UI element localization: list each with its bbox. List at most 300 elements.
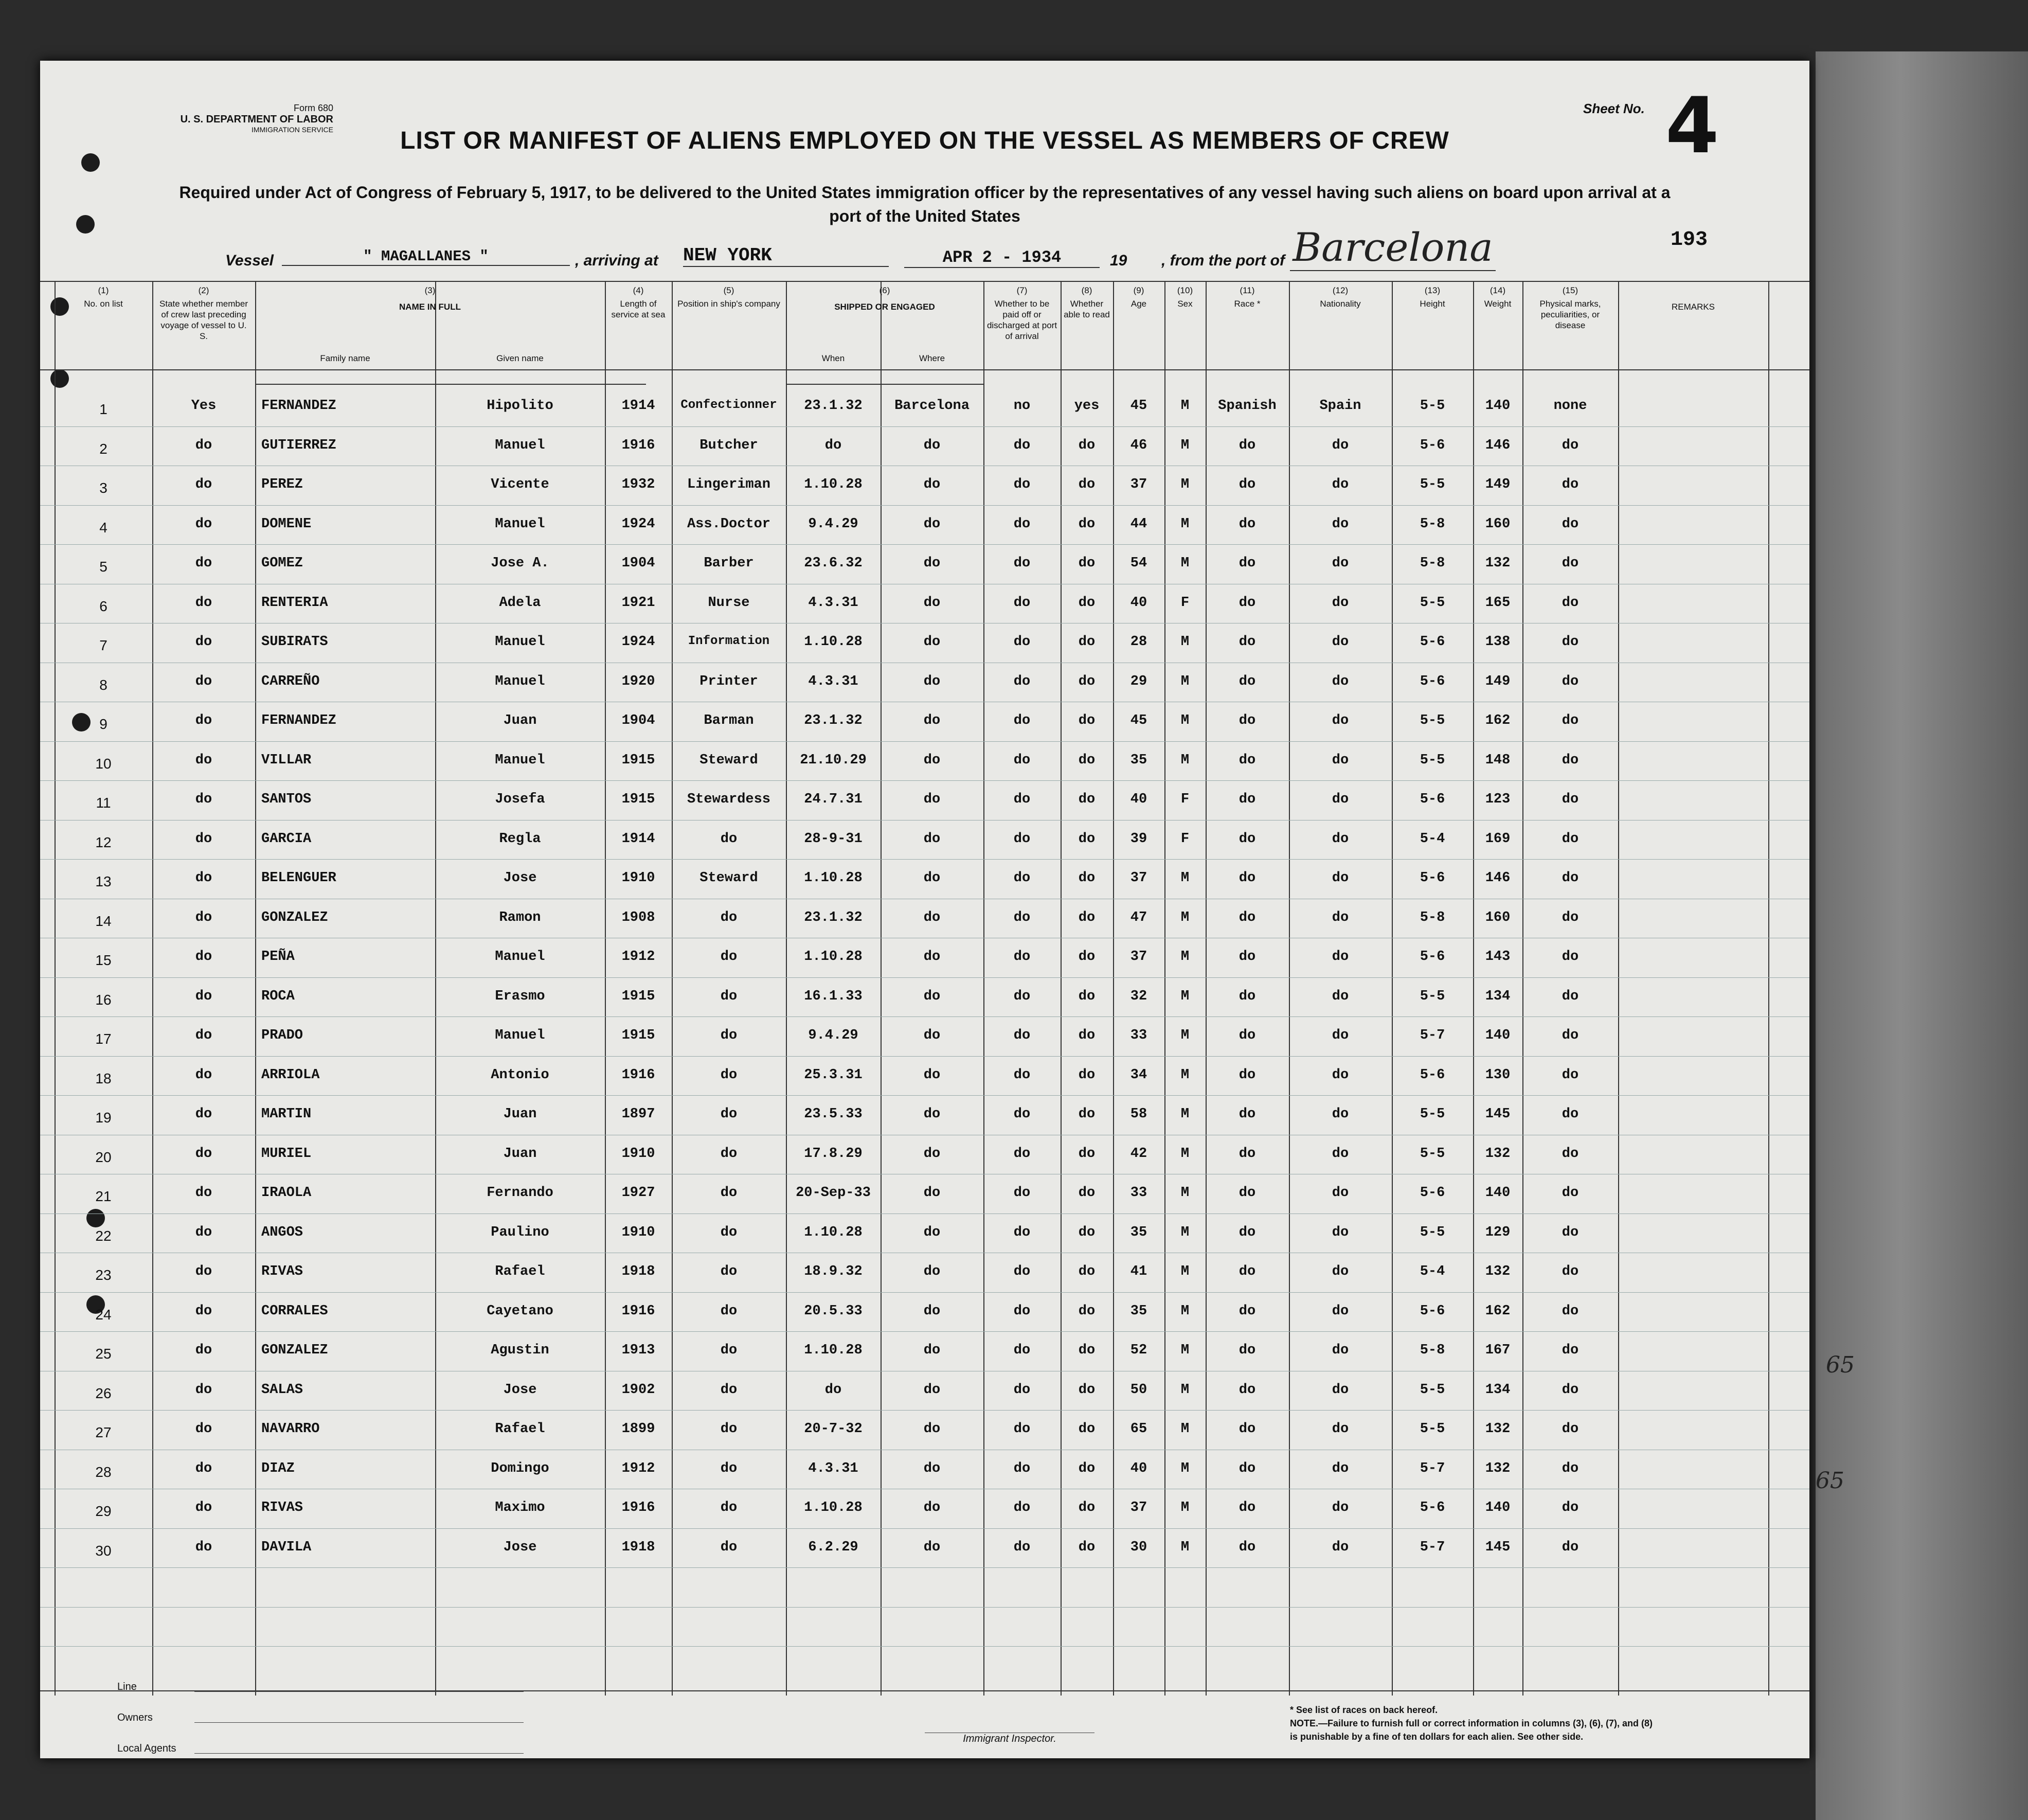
row-number: 14: [95, 913, 112, 929]
cell-family: DOMENE: [261, 516, 312, 532]
cell-position: do: [720, 1382, 738, 1398]
cell-service: 1927: [621, 1185, 655, 1201]
cell-service: 1897: [621, 1107, 655, 1122]
cell-where: do: [923, 477, 941, 492]
cell-given: Manuel: [495, 516, 545, 532]
cell-where: do: [923, 595, 941, 611]
cell-position: do: [720, 1107, 738, 1122]
column-header: Race *: [1234, 299, 1261, 309]
cell-race: do: [1239, 1224, 1256, 1240]
cell-given: Josefa: [495, 792, 545, 807]
row-rule: [40, 1292, 1809, 1293]
cell-prev: do: [195, 1264, 212, 1279]
cell-given: Paulino: [491, 1224, 549, 1240]
row-number: 13: [95, 873, 112, 889]
cell-given: Juan: [503, 1146, 537, 1162]
cell-family: ROCA: [261, 988, 295, 1004]
cell-marks: do: [1562, 988, 1579, 1004]
cell-paid: do: [1013, 1028, 1031, 1043]
cell-read: do: [1078, 1146, 1096, 1162]
cell-nat: do: [1332, 909, 1349, 925]
cell-family: PEÑA: [261, 949, 295, 965]
cell-sex: M: [1180, 437, 1190, 453]
cell-family: GUTIERREZ: [261, 437, 336, 453]
cell-nat: do: [1332, 1539, 1349, 1555]
cell-read: do: [1078, 673, 1096, 689]
cell-weight: 146: [1485, 870, 1511, 886]
cell-height: 5-4: [1420, 1264, 1445, 1279]
cell-when: 9.4.29: [808, 1028, 858, 1043]
cell-position: do: [720, 988, 738, 1004]
cell-family: DIAZ: [261, 1460, 295, 1476]
cell-read: yes: [1074, 398, 1100, 414]
footer-note: NOTE.—Failure to furnish full or correct information in columns (3), (6), (7), and (8): [1290, 1718, 1653, 1728]
cell-paid: do: [1013, 909, 1031, 925]
cell-nat: do: [1332, 1107, 1349, 1122]
cell-race: do: [1239, 1500, 1256, 1515]
cell-age: 28: [1130, 634, 1147, 650]
cell-height: 5-5: [1420, 752, 1445, 768]
cell-nat: do: [1332, 988, 1349, 1004]
cell-marks: do: [1562, 1146, 1579, 1162]
punch-hole: [81, 153, 100, 172]
column-header: Weight: [1484, 299, 1512, 309]
cell-sex: M: [1180, 1539, 1190, 1555]
cell-marks: do: [1562, 1185, 1579, 1201]
cell-race: do: [1239, 988, 1256, 1004]
cell-where: do: [923, 1382, 941, 1398]
row-rule: [40, 1567, 1809, 1568]
cell-read: do: [1078, 477, 1096, 492]
page-title: LIST OR MANIFEST OF ALIENS EMPLOYED ON THE VESSEL AS MEMBERS OF CREW: [400, 127, 1449, 154]
cell-paid: do: [1013, 752, 1031, 768]
cell-height: 5-5: [1420, 1421, 1445, 1437]
cell-family: VILLAR: [261, 752, 312, 768]
cell-given: Erasmo: [495, 988, 545, 1004]
cell-sex: M: [1180, 1382, 1190, 1398]
cell-position: do: [720, 1343, 738, 1358]
column-number: (15): [1562, 286, 1578, 295]
cell-race: do: [1239, 1303, 1256, 1319]
cell-position: do: [720, 1500, 738, 1515]
cell-position: do: [720, 909, 738, 925]
cell-prev: do: [195, 1460, 212, 1476]
row-number: 18: [95, 1070, 112, 1086]
cell-read: do: [1078, 752, 1096, 768]
cell-prev: do: [195, 1107, 212, 1122]
cell-family: RIVAS: [261, 1264, 303, 1279]
cell-where: do: [923, 437, 941, 453]
cell-marks: do: [1562, 713, 1579, 728]
cell-when: 1.10.28: [804, 477, 863, 492]
cell-paid: do: [1013, 1264, 1031, 1279]
cell-paid: do: [1013, 437, 1031, 453]
cell-read: do: [1078, 831, 1096, 847]
column-number: (1): [98, 286, 109, 295]
cell-paid: do: [1013, 673, 1031, 689]
cell-when: 6.2.29: [808, 1539, 858, 1555]
cell-sex: M: [1180, 477, 1190, 492]
column-header: SHIPPED OR ENGAGED: [834, 302, 935, 312]
row-number: 2: [99, 440, 107, 457]
cell-read: do: [1078, 1303, 1096, 1319]
from-port-label: , from the port of: [1161, 252, 1285, 269]
cell-where: do: [923, 792, 941, 807]
cell-age: 37: [1130, 949, 1147, 965]
column-number: (8): [1081, 286, 1092, 295]
cell-nat: do: [1332, 1343, 1349, 1358]
cell-height: 5-5: [1420, 1146, 1445, 1162]
cell-height: 5-5: [1420, 398, 1445, 414]
cell-paid: do: [1013, 634, 1031, 650]
cell-where: do: [923, 909, 941, 925]
cell-when: 28-9-31: [804, 831, 863, 847]
cell-prev: do: [195, 634, 212, 650]
row-rule: [40, 1410, 1809, 1411]
cell-service: 1915: [621, 752, 655, 768]
signature-line: [194, 1753, 524, 1754]
cell-service: 1918: [621, 1539, 655, 1555]
cell-marks: do: [1562, 1067, 1579, 1083]
column-header: Whether able to read: [1064, 299, 1110, 319]
column-header: Height: [1420, 299, 1445, 309]
cell-when: 17.8.29: [804, 1146, 863, 1162]
cell-weight: 132: [1485, 1264, 1511, 1279]
column-header: Physical marks, peculiarities, or disease: [1539, 299, 1601, 330]
cell-age: 47: [1130, 909, 1147, 925]
row-number: 23: [95, 1267, 112, 1283]
signature-line: [194, 1691, 524, 1692]
cell-weight: 162: [1485, 1303, 1511, 1319]
cell-race: do: [1239, 516, 1256, 532]
cell-given: Fernando: [487, 1185, 553, 1201]
cell-marks: do: [1562, 595, 1579, 611]
cell-race: do: [1239, 477, 1256, 492]
cell-given: Jose: [503, 1539, 537, 1555]
cell-when: 1.10.28: [804, 870, 863, 886]
cell-given: Maximo: [495, 1500, 545, 1515]
cell-where: do: [923, 988, 941, 1004]
cell-race: do: [1239, 1146, 1256, 1162]
cell-family: MURIEL: [261, 1146, 312, 1162]
cell-height: 5-8: [1420, 909, 1445, 925]
footer-note: * See list of races on back hereof.: [1290, 1705, 1438, 1715]
column-number: (12): [1332, 286, 1349, 295]
cell-position: Barber: [704, 556, 754, 571]
cell-height: 5-6: [1420, 1185, 1445, 1201]
cell-prev: do: [195, 988, 212, 1004]
cell-paid: do: [1013, 1382, 1031, 1398]
cell-where: do: [923, 556, 941, 571]
cell-sex: M: [1180, 1264, 1190, 1279]
cell-position: Steward: [699, 752, 758, 768]
cell-sex: F: [1180, 792, 1190, 807]
cell-race: do: [1239, 1343, 1256, 1358]
cell-prev: do: [195, 1303, 212, 1319]
cell-nat: do: [1332, 1067, 1349, 1083]
row-number: 15: [95, 952, 112, 968]
cell-service: 1904: [621, 556, 655, 571]
row-rule: [40, 505, 1809, 506]
cell-read: do: [1078, 1185, 1096, 1201]
cell-marks: do: [1562, 792, 1579, 807]
cell-family: SALAS: [261, 1382, 303, 1398]
cell-weight: 145: [1485, 1539, 1511, 1555]
cell-position: do: [720, 1264, 738, 1279]
column-header: State whether member of crew last preceding voyage of vessel to U. S.: [159, 299, 248, 341]
cell-nat: do: [1332, 1382, 1349, 1398]
cell-race: do: [1239, 556, 1256, 571]
cell-family: RIVAS: [261, 1500, 303, 1515]
cell-read: do: [1078, 1028, 1096, 1043]
cell-weight: 132: [1485, 1146, 1511, 1162]
cell-service: 1915: [621, 1028, 655, 1043]
cell-where: do: [923, 831, 941, 847]
requirement-text: Required under Act of Congress of February 5, 1917, to be delivered to the United States immigration officer by the representatives of any vessel having such aliens on board upon arrival at a: [179, 183, 1671, 202]
row-rule: [40, 741, 1809, 742]
cell-weight: 148: [1485, 752, 1511, 768]
cell-sex: M: [1180, 870, 1190, 886]
cell-position: Stewardess: [687, 792, 771, 807]
cell-where: do: [923, 713, 941, 728]
row-number: 29: [95, 1503, 112, 1519]
cell-nat: do: [1332, 477, 1349, 492]
cell-prev: do: [195, 1224, 212, 1240]
year-label: 19: [1110, 252, 1127, 269]
cell-given: Jose A.: [491, 556, 549, 571]
cell-age: 40: [1130, 595, 1147, 611]
cell-age: 46: [1130, 437, 1147, 453]
cell-when: 21.10.29: [800, 752, 867, 768]
cell-paid: do: [1013, 556, 1031, 571]
cell-marks: do: [1562, 1107, 1579, 1122]
cell-nat: do: [1332, 792, 1349, 807]
column-number: (6): [879, 286, 890, 295]
cell-sex: M: [1180, 673, 1190, 689]
cell-given: Regla: [499, 831, 541, 847]
cell-weight: 165: [1485, 595, 1511, 611]
cell-marks: do: [1562, 516, 1579, 532]
cell-position: Printer: [699, 673, 758, 689]
cell-given: Manuel: [495, 752, 545, 768]
cell-prev: Yes: [191, 398, 217, 414]
cell-prev: do: [195, 1343, 212, 1358]
cell-height: 5-7: [1420, 1539, 1445, 1555]
cell-prev: do: [195, 437, 212, 453]
cell-where: Barcelona: [894, 398, 970, 414]
subheader-where: Where: [919, 353, 945, 363]
cell-family: PRADO: [261, 1028, 303, 1043]
cell-service: 1916: [621, 1303, 655, 1319]
cell-read: do: [1078, 516, 1096, 532]
row-number: 1: [99, 401, 107, 417]
cell-service: 1904: [621, 713, 655, 728]
cell-service: 1910: [621, 1224, 655, 1240]
cell-given: Manuel: [495, 673, 545, 689]
cell-paid: do: [1013, 713, 1031, 728]
cell-race: do: [1239, 595, 1256, 611]
subheader-family-name: Family name: [320, 353, 370, 363]
cell-age: 37: [1130, 477, 1147, 492]
cell-race: do: [1239, 1460, 1256, 1476]
cell-marks: none: [1553, 398, 1587, 414]
cell-weight: 162: [1485, 713, 1511, 728]
column-header: Length of service at sea: [611, 299, 666, 319]
cell-where: do: [923, 1067, 941, 1083]
cell-service: 1913: [621, 1343, 655, 1358]
cell-paid: do: [1013, 477, 1031, 492]
cell-paid: do: [1013, 870, 1031, 886]
cell-marks: do: [1562, 477, 1579, 492]
cell-when: 4.3.31: [808, 1460, 858, 1476]
cell-prev: do: [195, 1185, 212, 1201]
cell-family: MARTIN: [261, 1107, 312, 1122]
cell-height: 5-6: [1420, 1500, 1445, 1515]
column-header: Position in ship's company: [677, 299, 780, 309]
cell-when: 1.10.28: [804, 634, 863, 650]
cell-family: RENTERIA: [261, 595, 328, 611]
cell-age: 32: [1130, 988, 1147, 1004]
cell-sex: M: [1180, 1146, 1190, 1162]
cell-sex: M: [1180, 1343, 1190, 1358]
row-rule: [40, 977, 1809, 978]
row-number: 20: [95, 1149, 112, 1165]
cell-where: do: [923, 1539, 941, 1555]
row-rule: [40, 426, 1809, 427]
cell-prev: do: [195, 556, 212, 571]
row-rule: [40, 1607, 1809, 1608]
cell-service: 1910: [621, 870, 655, 886]
cell-weight: 140: [1485, 1185, 1511, 1201]
cell-when: 20.5.33: [804, 1303, 863, 1319]
cell-nat: do: [1332, 1460, 1349, 1476]
cell-given: Vicente: [491, 477, 549, 492]
column-number: (14): [1489, 286, 1506, 295]
cell-age: 35: [1130, 1224, 1147, 1240]
cell-read: do: [1078, 634, 1096, 650]
vessel-label: Vessel: [225, 252, 274, 269]
cell-height: 5-7: [1420, 1460, 1445, 1476]
row-number: 26: [95, 1385, 112, 1401]
cell-when: 4.3.31: [808, 673, 858, 689]
cell-height: 5-6: [1420, 949, 1445, 965]
row-number: 28: [95, 1464, 112, 1480]
cell-age: 35: [1130, 752, 1147, 768]
cell-given: Juan: [503, 713, 537, 728]
column-header: Age: [1130, 299, 1147, 309]
cell-nat: do: [1332, 870, 1349, 886]
cell-read: do: [1078, 949, 1096, 965]
cell-nat: do: [1332, 1185, 1349, 1201]
cell-when: 1.10.28: [804, 949, 863, 965]
cell-read: do: [1078, 1107, 1096, 1122]
cell-paid: do: [1013, 1460, 1031, 1476]
cell-where: do: [923, 1028, 941, 1043]
cell-height: 5-8: [1420, 1343, 1445, 1358]
cell-sex: F: [1180, 595, 1190, 611]
cell-nat: do: [1332, 1264, 1349, 1279]
cell-position: do: [720, 1185, 738, 1201]
cell-weight: 140: [1485, 398, 1511, 414]
cell-when: 25.3.31: [804, 1067, 863, 1083]
cell-family: CORRALES: [261, 1303, 328, 1319]
cell-age: 54: [1130, 556, 1147, 571]
cell-family: CARREÑO: [261, 673, 320, 689]
cell-when: 20-Sep-33: [796, 1185, 871, 1201]
cell-sex: M: [1180, 1460, 1190, 1476]
cell-service: 1924: [621, 634, 655, 650]
cell-where: do: [923, 870, 941, 886]
cell-weight: 138: [1485, 634, 1511, 650]
cell-sex: M: [1180, 398, 1190, 414]
margin-note: 65: [1816, 1468, 1844, 1494]
cell-race: do: [1239, 634, 1256, 650]
cell-nat: do: [1332, 437, 1349, 453]
cell-given: Manuel: [495, 1028, 545, 1043]
cell-nat: do: [1332, 1224, 1349, 1240]
cell-service: 1916: [621, 1067, 655, 1083]
cell-family: NAVARRO: [261, 1421, 320, 1437]
cell-prev: do: [195, 713, 212, 728]
cell-marks: do: [1562, 909, 1579, 925]
cell-read: do: [1078, 1500, 1096, 1515]
cell-marks: do: [1562, 1028, 1579, 1043]
cell-prev: do: [195, 595, 212, 611]
cell-height: 5-5: [1420, 988, 1445, 1004]
row-number: 27: [95, 1424, 112, 1440]
cell-paid: do: [1013, 516, 1031, 532]
row-number: 5: [99, 559, 107, 575]
cell-given: Rafael: [495, 1264, 545, 1279]
cell-height: 5-6: [1420, 870, 1445, 886]
cell-marks: do: [1562, 1382, 1579, 1398]
cell-nat: do: [1332, 673, 1349, 689]
cell-race: do: [1239, 1067, 1256, 1083]
cell-prev: do: [195, 1146, 212, 1162]
arriving-label: , arriving at: [575, 252, 658, 269]
cell-age: 45: [1130, 713, 1147, 728]
cell-position: Nurse: [708, 595, 750, 611]
cell-when: 16.1.33: [804, 988, 863, 1004]
cell-sex: M: [1180, 1500, 1190, 1515]
cell-family: PEREZ: [261, 477, 303, 492]
cell-read: do: [1078, 1421, 1096, 1437]
column-number: (2): [198, 286, 209, 295]
cell-race: do: [1239, 673, 1256, 689]
cell-where: do: [923, 634, 941, 650]
cell-position: Steward: [699, 870, 758, 886]
cell-service: 1910: [621, 1146, 655, 1162]
cell-age: 41: [1130, 1264, 1147, 1279]
row-number: 3: [99, 480, 107, 496]
cell-given: Juan: [503, 1107, 537, 1122]
cell-weight: 145: [1485, 1107, 1511, 1122]
row-rule: [40, 1056, 1809, 1057]
cell-sex: M: [1180, 1224, 1190, 1240]
cell-family: GONZALEZ: [261, 909, 328, 925]
cell-weight: 134: [1485, 988, 1511, 1004]
cell-height: 5-5: [1420, 713, 1445, 728]
cell-weight: 132: [1485, 556, 1511, 571]
column-header: Nationality: [1320, 299, 1361, 309]
cell-family: ARRIOLA: [261, 1067, 320, 1083]
cell-sex: M: [1180, 713, 1190, 728]
cell-family: ANGOS: [261, 1224, 303, 1240]
cell-where: do: [923, 1500, 941, 1515]
cell-position: do: [720, 1224, 738, 1240]
cell-weight: 134: [1485, 1382, 1511, 1398]
cell-weight: 130: [1485, 1067, 1511, 1083]
